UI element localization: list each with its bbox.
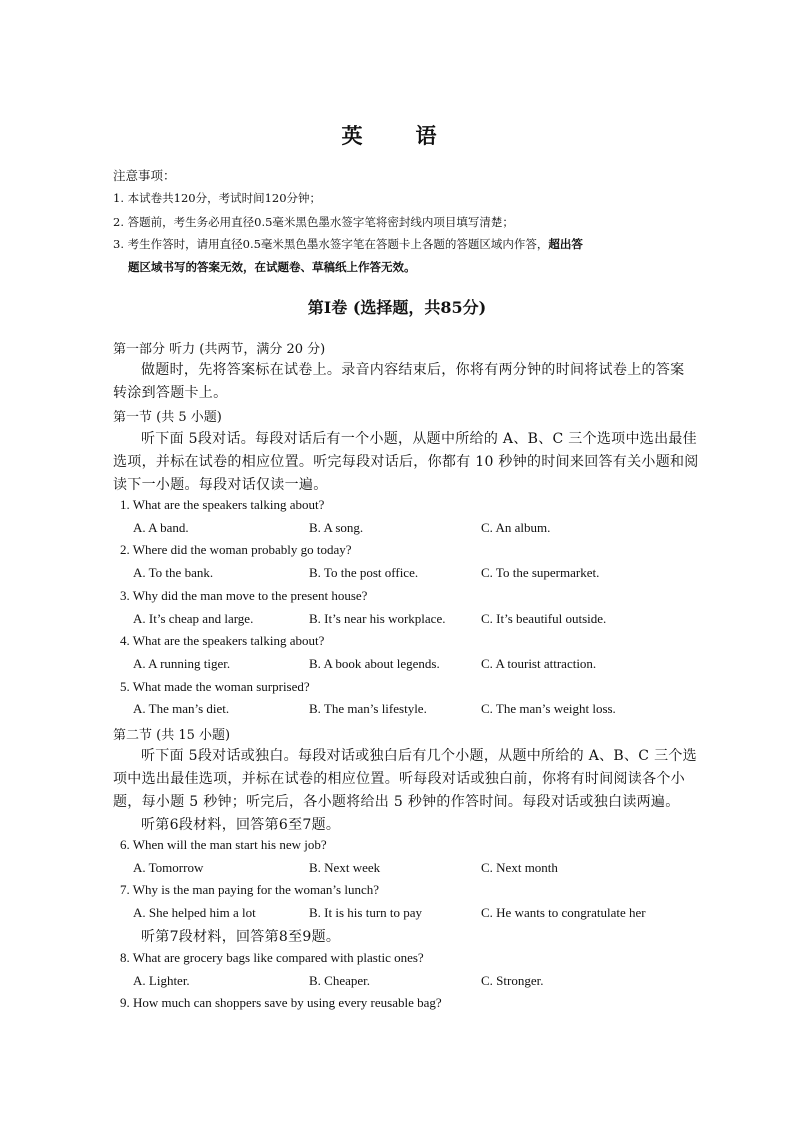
part1-intro-line-2: 转涂到答题卡上。: [113, 385, 228, 401]
question-4-option-c: C. A tourist attraction.: [481, 656, 597, 671]
question-6-option-b: B. Next week: [309, 860, 381, 875]
question-2-option-b: B. To the post office.: [309, 565, 419, 580]
notes-title: 注意事项：: [113, 168, 176, 183]
note-item-3-bold: 超出答: [548, 237, 583, 251]
material-6-note: 听第6段材料，回答第6至7题。: [141, 817, 341, 833]
question-3: 3. Why did the man move to the present house?: [120, 588, 368, 603]
question-6-option-c: C. Next month: [481, 860, 558, 875]
section2-title: 第二节 (共 15 小题): [113, 728, 231, 743]
section1-title: 第一节 (共 5 小题): [113, 410, 222, 425]
question-8: 8. What are grocery bags like compared with plastic ones?: [120, 950, 424, 965]
question-4-option-b: B. A book about legends.: [309, 656, 440, 671]
question-6-option-a: A. Tomorrow: [133, 860, 204, 875]
material-7-note: 听第7段材料，回答第8至9题。: [141, 929, 341, 945]
question-8-option-b: B. Cheaper.: [309, 973, 371, 988]
page-title: 英 语: [341, 123, 453, 148]
question-6: 6. When will the man start his new job?: [120, 837, 327, 852]
note-item-3-line2: 题区域书写的答案无效，在试题卷、草稿纸上作答无效。: [128, 260, 416, 274]
question-5-option-a: A. The man’s diet.: [133, 701, 230, 716]
section2-instr-line-1: 听下面 5段对话或独白。每段对话或独白后有几个小题，从题中所给的 A、B、C 三个选: [141, 748, 697, 764]
question-3-option-b: B. It’s near his workplace.: [309, 611, 446, 626]
question-3-option-c: C. It’s beautiful outside.: [481, 611, 607, 626]
note-item-2: 2. 答题前，考生务必用直径0.5毫米黑色墨水签字笔将密封线内项目填写清楚；: [113, 215, 514, 229]
note-item-3-text: 3. 考生作答时，请用直径0.5毫米黑色墨水签字笔在答题卡上各题的答题区域内作答，: [113, 237, 549, 251]
question-8-option-a: A. Lighter.: [133, 973, 190, 988]
question-1-option-b: B. A song.: [309, 520, 364, 535]
question-1-option-c: C. An album.: [481, 520, 551, 535]
question-8-option-c: C. Stronger.: [481, 973, 544, 988]
question-1: 1. What are the speakers talking about?: [120, 497, 325, 512]
question-2-option-a: A. To the bank.: [133, 565, 214, 580]
question-5: 5. What made the woman surprised?: [120, 679, 310, 694]
note-item-3: [113, 236, 583, 252]
section1-instr-line-1: 听下面 5段对话。每段对话后有一个小题，从题中所给的 A、B、C 三个选项中选出最佳: [141, 431, 697, 447]
question-2-option-c: C. To the supermarket.: [481, 565, 600, 580]
question-3-option-a: A. It’s cheap and large.: [133, 611, 254, 626]
part1-intro-line-1: 做题时，先将答案标在试卷上。录音内容结束后，你将有两分钟的时间将试卷上的答案: [141, 362, 685, 378]
question-7-option-b: B. It is his turn to pay: [309, 905, 423, 920]
question-9: 9. How much can shoppers save by using every reusable bag?: [120, 995, 442, 1010]
section2-instr-line-3: 题，每小题 5 秒钟；听完后，各小题将给出 5 秒钟的作答时间。每段对话或独白读两遍。: [113, 794, 680, 810]
question-7-option-c: C. He wants to congratulate her: [481, 905, 646, 920]
question-7-option-a: A. She helped him a lot: [133, 905, 256, 920]
section-title: 第Ⅰ卷 (选择题，共85分): [307, 298, 487, 317]
question-4: 4. What are the speakers talking about?: [120, 633, 325, 648]
section2-instr-line-2: 项中选出最佳选项，并标在试卷的相应位置。听每段对话或独白前，你将有时间阅读各个小: [113, 771, 685, 787]
question-2: 2. Where did the woman probably go today?: [120, 542, 352, 557]
question-1-option-a: A. A band.: [133, 520, 189, 535]
part1-title: 第一部分 听力 (共两节，满分 20 分): [113, 342, 326, 357]
question-5-option-b: B. The man’s lifestyle.: [309, 701, 427, 716]
question-7: 7. Why is the man paying for the woman’s lunch?: [120, 882, 379, 897]
section1-instr-line-2: 选项，并标在试卷的相应位置。听完每段对话后，你都有 10 秒钟的时间来回答有关小题和阅: [113, 454, 699, 470]
section1-instr-line-3: 读下一小题。每段对话仅读一遍。: [113, 477, 328, 493]
note-item-1: 1. 本试卷共120分，考试时间120分钟；: [113, 191, 322, 205]
question-5-option-c: C. The man’s weight loss.: [481, 701, 616, 716]
question-4-option-a: A. A running tiger.: [133, 656, 231, 671]
